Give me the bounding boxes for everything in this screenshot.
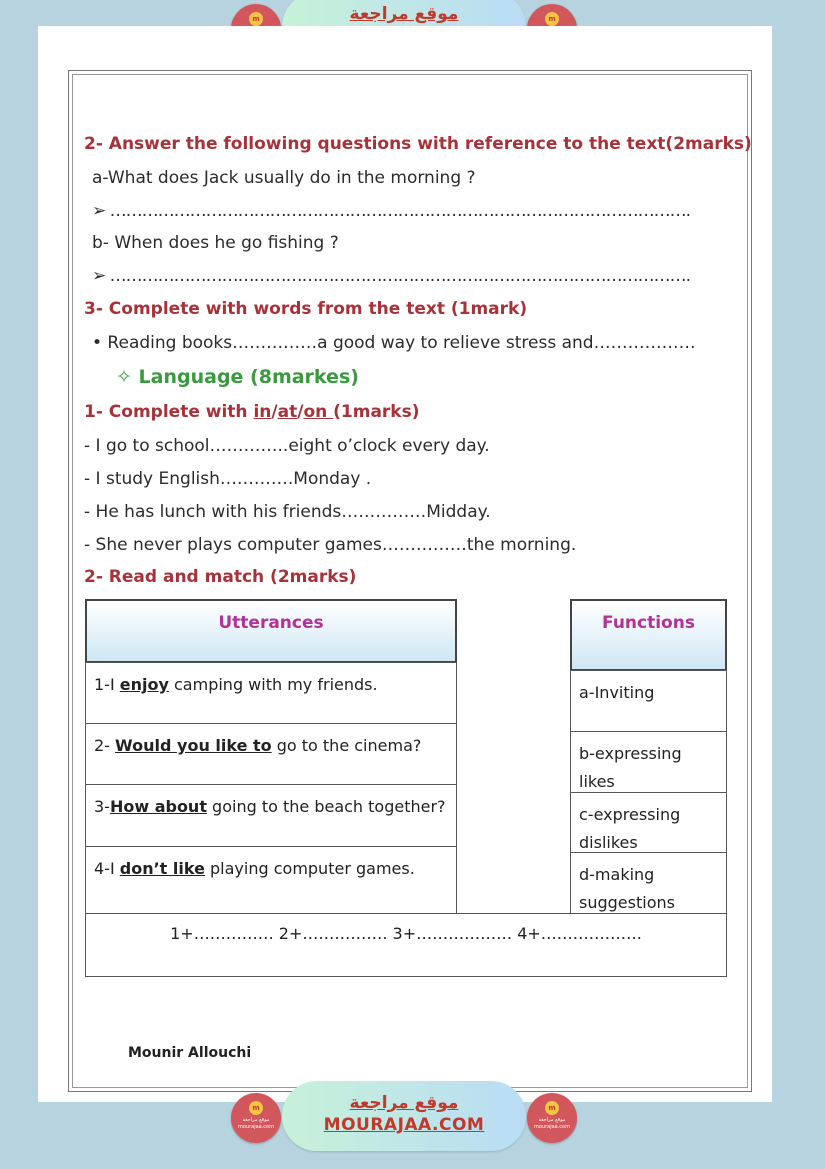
brand-arabic[interactable]: موقع مراجعة [349,4,459,24]
q2-answer-line-b: ➢ ………………………………………………………………………………………………. [92,266,691,286]
match-answers-row: 1+…………… 2+……………. 3+……………… 4+………………. [85,913,727,977]
q2-question-b: b- When does he go fishing ? [92,233,339,253]
brand-logo-icon: m [545,1101,559,1115]
brand-logo-icon: m [545,12,559,26]
brand-arabic[interactable]: موقع مراجعة [349,1093,459,1113]
brand-pill[interactable] [282,1081,526,1151]
language-item-3: - He has lunch with his friends……………Midday. [84,502,491,522]
preposition-on: on [303,402,334,422]
preposition-in: in [253,402,272,422]
worksheet-paper [38,26,772,1102]
language-q2-title: 2- Read and match (2marks) [84,567,357,587]
function-row: b-expressing likes [570,731,727,793]
utterance-row: 3-How about going to the beach together? [85,784,457,847]
brand-logo-icon: m [249,1101,263,1115]
brand-banner-bottom [0,1081,825,1161]
function-row: a-Inviting [570,670,727,732]
function-row: d-making suggestions [570,852,727,914]
q2-answer-line-a: ➢ ………………………………………………………………………………………………. [92,201,691,221]
language-q1-title: 1- Complete with in/at/on (1marks) [84,402,420,422]
brand-badge-right: m موقع مراجعة mourajaa.com [527,1093,577,1143]
language-title: ✧ Language (8markes) [116,366,359,388]
brand-latin[interactable]: MOURAJAA.COM [323,1115,485,1135]
utterances-header: Utterances [85,599,457,663]
q2-title: 2- Answer the following questions with reference to the text(2marks) [84,134,752,154]
function-row: c-expressing dislikes [570,792,727,853]
language-item-2: - I study English………….Monday . [84,469,372,489]
utterance-row: 4-I don’t like playing computer games. [85,846,457,914]
author-signature: Mounir Allouchi [128,1045,252,1061]
q3-sentence: • Reading books……………a good way to relieve stress and……………… [92,333,696,353]
preposition-at: at [277,402,298,422]
brand-logo-icon: m [249,12,263,26]
q3-title: 3- Complete with words from the text (1mark) [84,299,528,319]
language-item-1: - I go to school…………..eight o’clock every day. [84,436,490,456]
utterance-row: 2- Would you like to go to the cinema? [85,723,457,785]
functions-header: Functions [570,599,727,671]
language-item-4: - She never plays computer games……………the morning. [84,535,577,555]
q2-question-a: a-What does Jack usually do in the morning ? [92,168,476,188]
utterance-row: 1-I enjoy camping with my friends. [85,662,457,724]
brand-badge-left: m موقع مراجعة mourajaa.com [231,1093,281,1143]
